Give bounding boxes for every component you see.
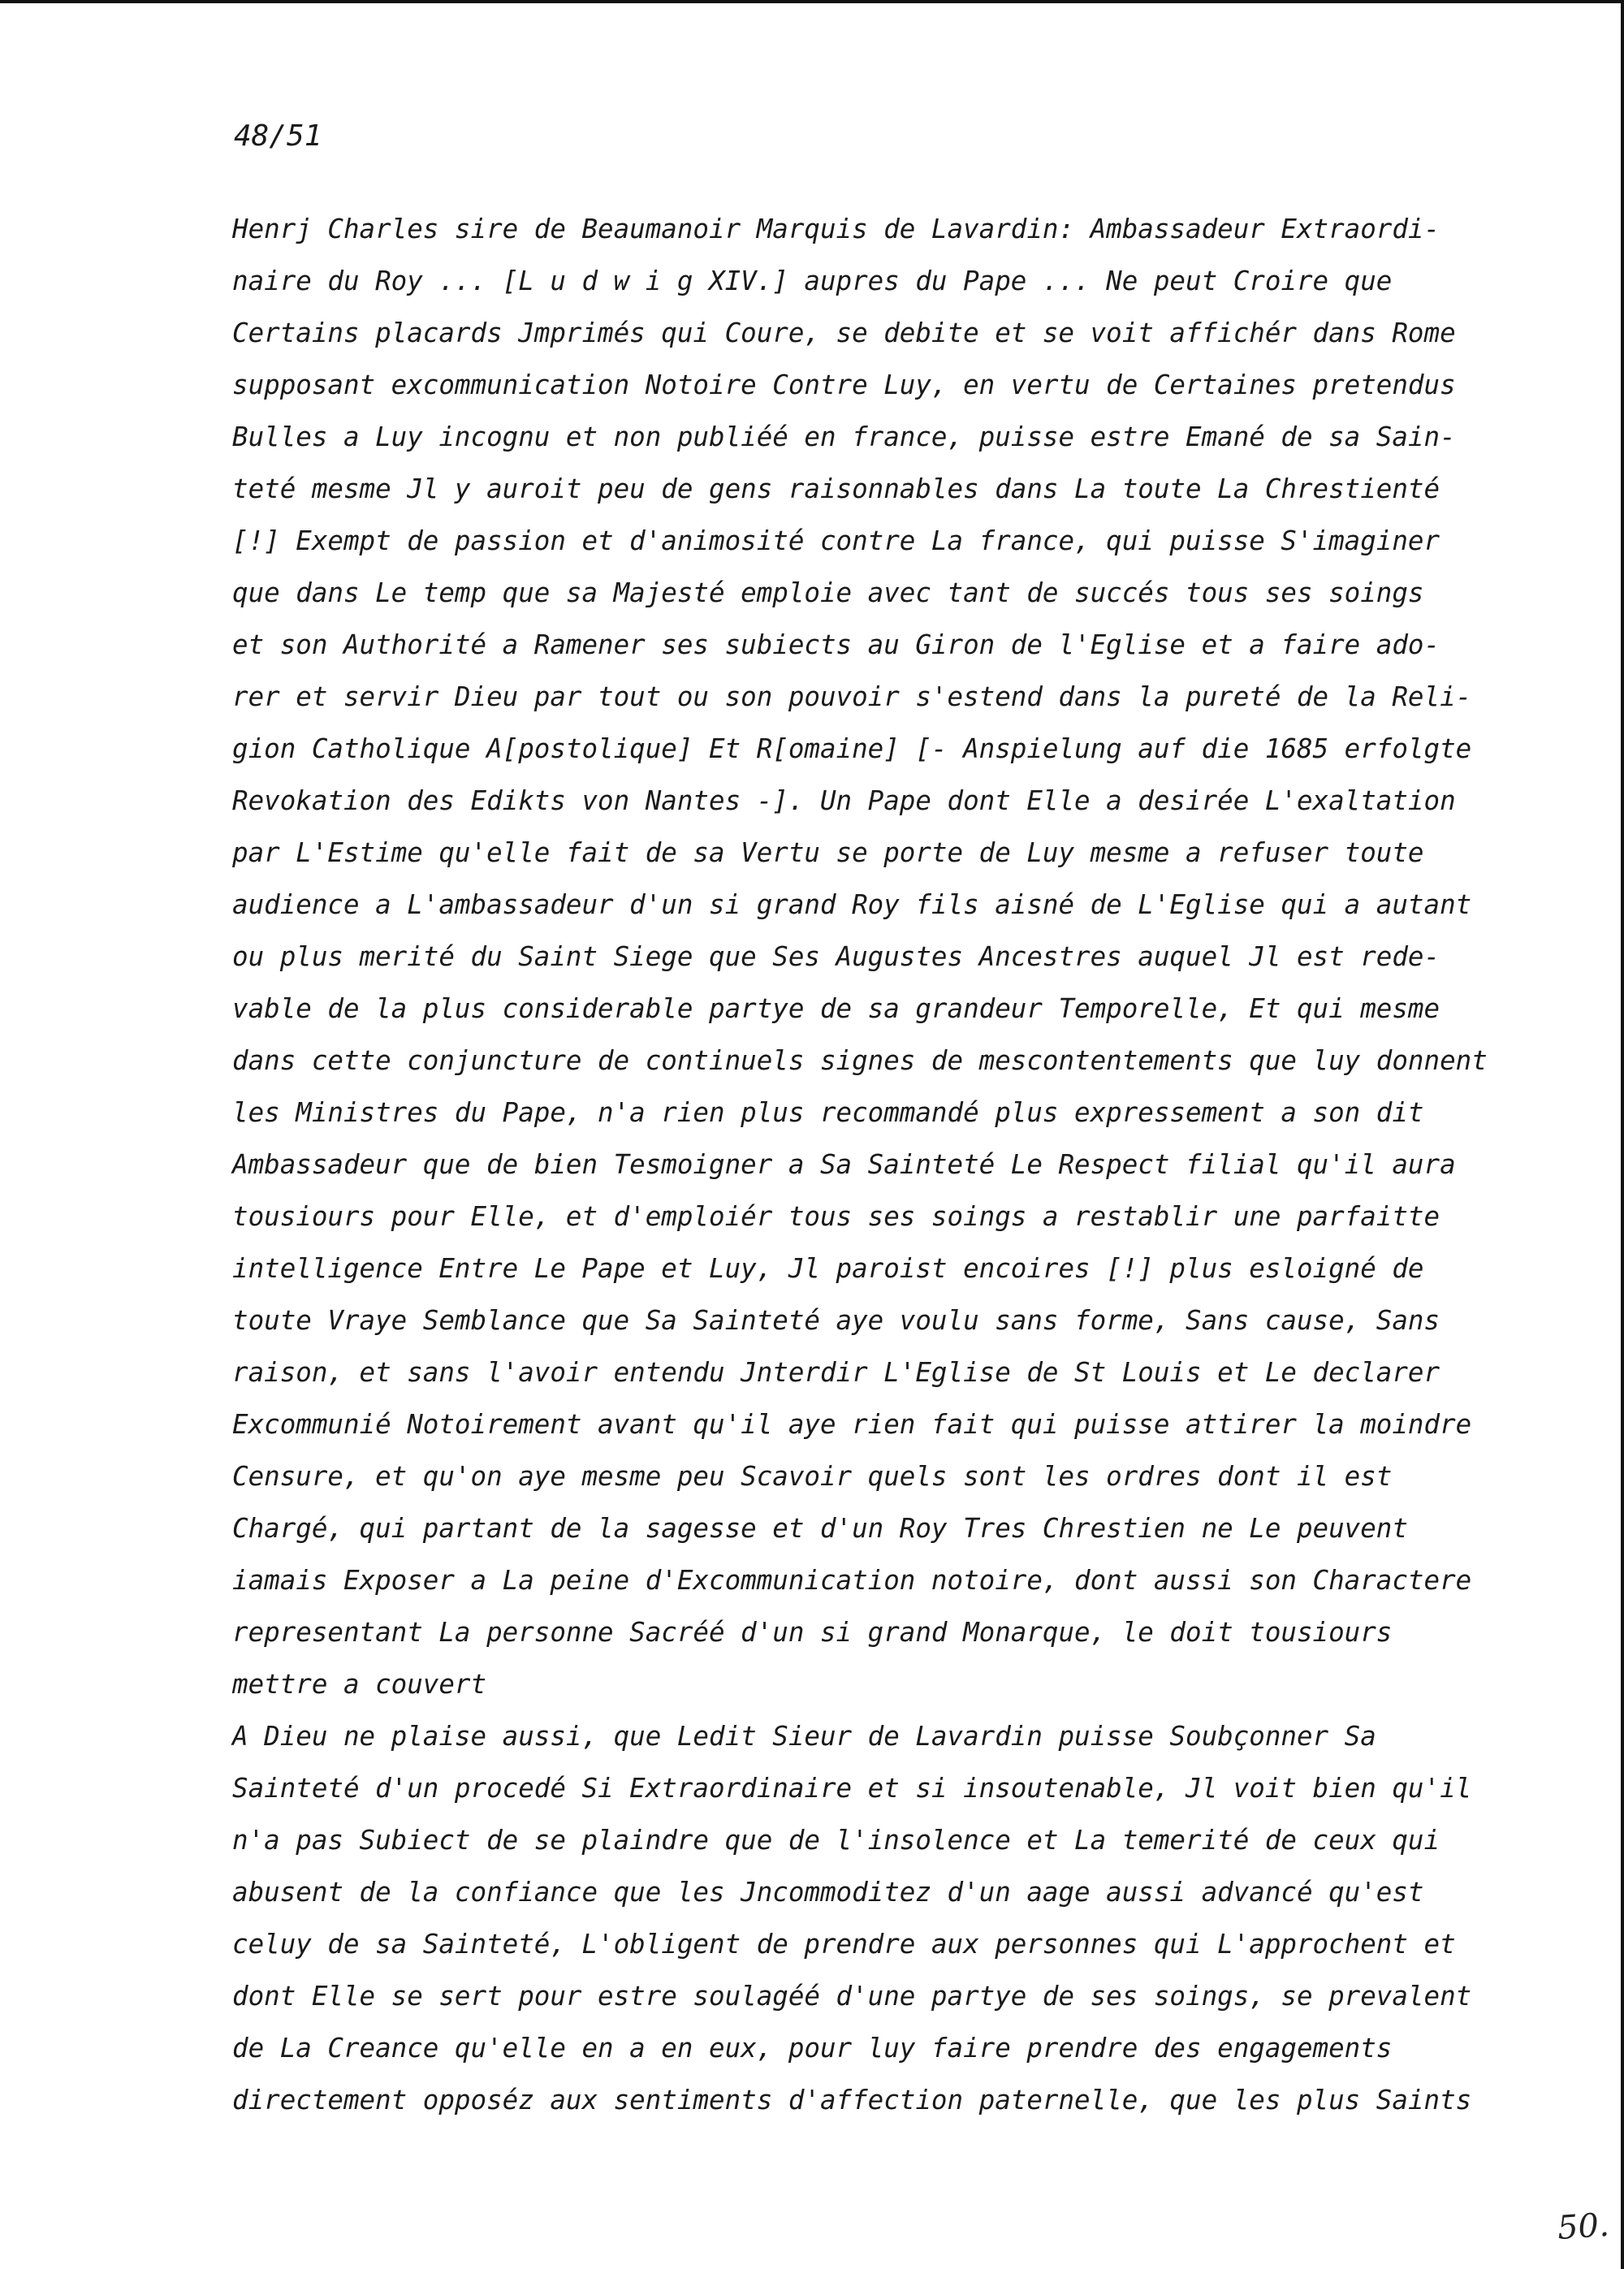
text-line: intelligence Entre Le Pape et Luy, Jl paroist encoires [!] plus esloigné de xyxy=(232,1253,1424,1284)
text-line: vable de la plus considerable partye de sa grandeur Temporelle, Et qui mesme xyxy=(232,993,1440,1024)
text-line: [!] Exempt de passion et d'animosité contre La france, qui puisse S'imaginer xyxy=(232,525,1440,556)
text-line: iamais Exposer a La peine d'Excommunication notoire, dont aussi son Charactere xyxy=(232,1565,1472,1596)
text-line: abusent de la confiance que les Jncommoditez d'un aage aussi advancé qu'est xyxy=(232,1877,1424,1908)
text-line: audience a L'ambassadeur d'un si grand Roy fils aisné de L'Eglise qui a autant xyxy=(232,889,1472,920)
text-line: Bulles a Luy incognu et non publiéé en france, puisse estre Emané de sa Sain- xyxy=(232,421,1456,452)
text-line: Sainteté d'un procedé Si Extraordinaire et si insoutenable, Jl voit bien qu'il xyxy=(232,1773,1472,1804)
text-line: raison, et sans l'avoir entendu Jnterdir L'Eglise de St Louis et Le declarer xyxy=(232,1357,1440,1388)
text-line: dans cette conjuncture de continuels signes de mescontentements que luy donnent xyxy=(232,1045,1488,1076)
text-line: naire du Roy ... [L u d w i g XIV.] aupres du Pape ... Ne peut Croire que xyxy=(232,266,1393,296)
handwritten-folio-number: 50. xyxy=(1556,2206,1611,2248)
text-line: representant La personne Sacréé d'un si grand Monarque, le doit tousiours xyxy=(232,1617,1393,1648)
text-line: gion Catholique A[postolique] Et R[omaine] [- Anspielung auf die 1685 erfolgte xyxy=(232,733,1472,764)
text-line: teté mesme Jl y auroit peu de gens raisonnables dans La toute La Chrestienté xyxy=(232,473,1440,504)
text-line: tousiours pour Elle, et d'emploiér tous ses soings a restablir une parfaitte xyxy=(232,1201,1440,1232)
text-line: Censure, et qu'on aye mesme peu Scavoir quels sont les ordres dont il est xyxy=(232,1461,1393,1492)
page-border-right xyxy=(1621,0,1624,2269)
text-line: ou plus merité du Saint Siege que Ses Augustes Ancestres auquel Jl est rede- xyxy=(232,941,1440,972)
text-line: A Dieu ne plaise aussi, que Ledit Sieur de Lavardin puisse Soubçonner Sa xyxy=(232,1721,1376,1752)
text-line: Revokation des Edikts von Nantes -]. Un Pape dont Elle a desirée L'exaltation xyxy=(232,785,1456,816)
body-text xyxy=(232,203,1531,2126)
text-line: Ambassadeur que de bien Tesmoigner a Sa Sainteté Le Respect filial qu'il aura xyxy=(232,1149,1456,1180)
text-line: Henrj Charles sire de Beaumanoir Marquis de Lavardin: Ambassadeur Extraordi- xyxy=(232,214,1440,244)
text-line: Certains placards Jmprimés qui Coure, se debite et se voit affichér dans Rome xyxy=(232,318,1456,348)
text-line: n'a pas Subiect de se plaindre que de l'insolence et La temerité de ceux qui xyxy=(232,1825,1440,1856)
text-line: mettre a couvert xyxy=(232,1669,487,1700)
text-line: dont Elle se sert pour estre soulagéé d'une partye de ses soings, se prevalent xyxy=(232,1981,1472,2012)
text-line: supposant excommunication Notoire Contre Luy, en vertu de Certaines pretendus xyxy=(232,370,1456,400)
text-line: que dans Le temp que sa Majesté emploie avec tant de succés tous ses soings xyxy=(232,577,1424,608)
text-line: rer et servir Dieu par tout ou son pouvoir s'estend dans la pureté de la Reli- xyxy=(232,681,1472,712)
text-line: celuy de sa Sainteté, L'obligent de prendre aux personnes qui L'approchent et xyxy=(232,1929,1456,1960)
text-line: directement opposéz aux sentiments d'affection paternelle, que les plus Saints xyxy=(232,2085,1472,2116)
text-line: Chargé, qui partant de la sagesse et d'un Roy Tres Chrestien ne Le peuvent xyxy=(232,1513,1408,1544)
text-line: et son Authorité a Ramener ses subiects au Giron de l'Eglise et a faire ado- xyxy=(232,629,1440,660)
text-line: toute Vraye Semblance que Sa Sainteté aye voulu sans forme, Sans cause, Sans xyxy=(232,1305,1440,1336)
text-line: par L'Estime qu'elle fait de sa Vertu se porte de Luy mesme a refuser toute xyxy=(232,837,1424,868)
page-border-top xyxy=(0,0,1624,3)
text-line: Excommunié Notoirement avant qu'il aye rien fait qui puisse attirer la moindre xyxy=(232,1409,1472,1440)
text-line: les Ministres du Pape, n'a rien plus recommandé plus expressement a son dit xyxy=(232,1097,1424,1128)
page-reference: 48/51 xyxy=(234,119,322,153)
text-line: de La Creance qu'elle en a en eux, pour luy faire prendre des engagements xyxy=(232,2033,1393,2064)
